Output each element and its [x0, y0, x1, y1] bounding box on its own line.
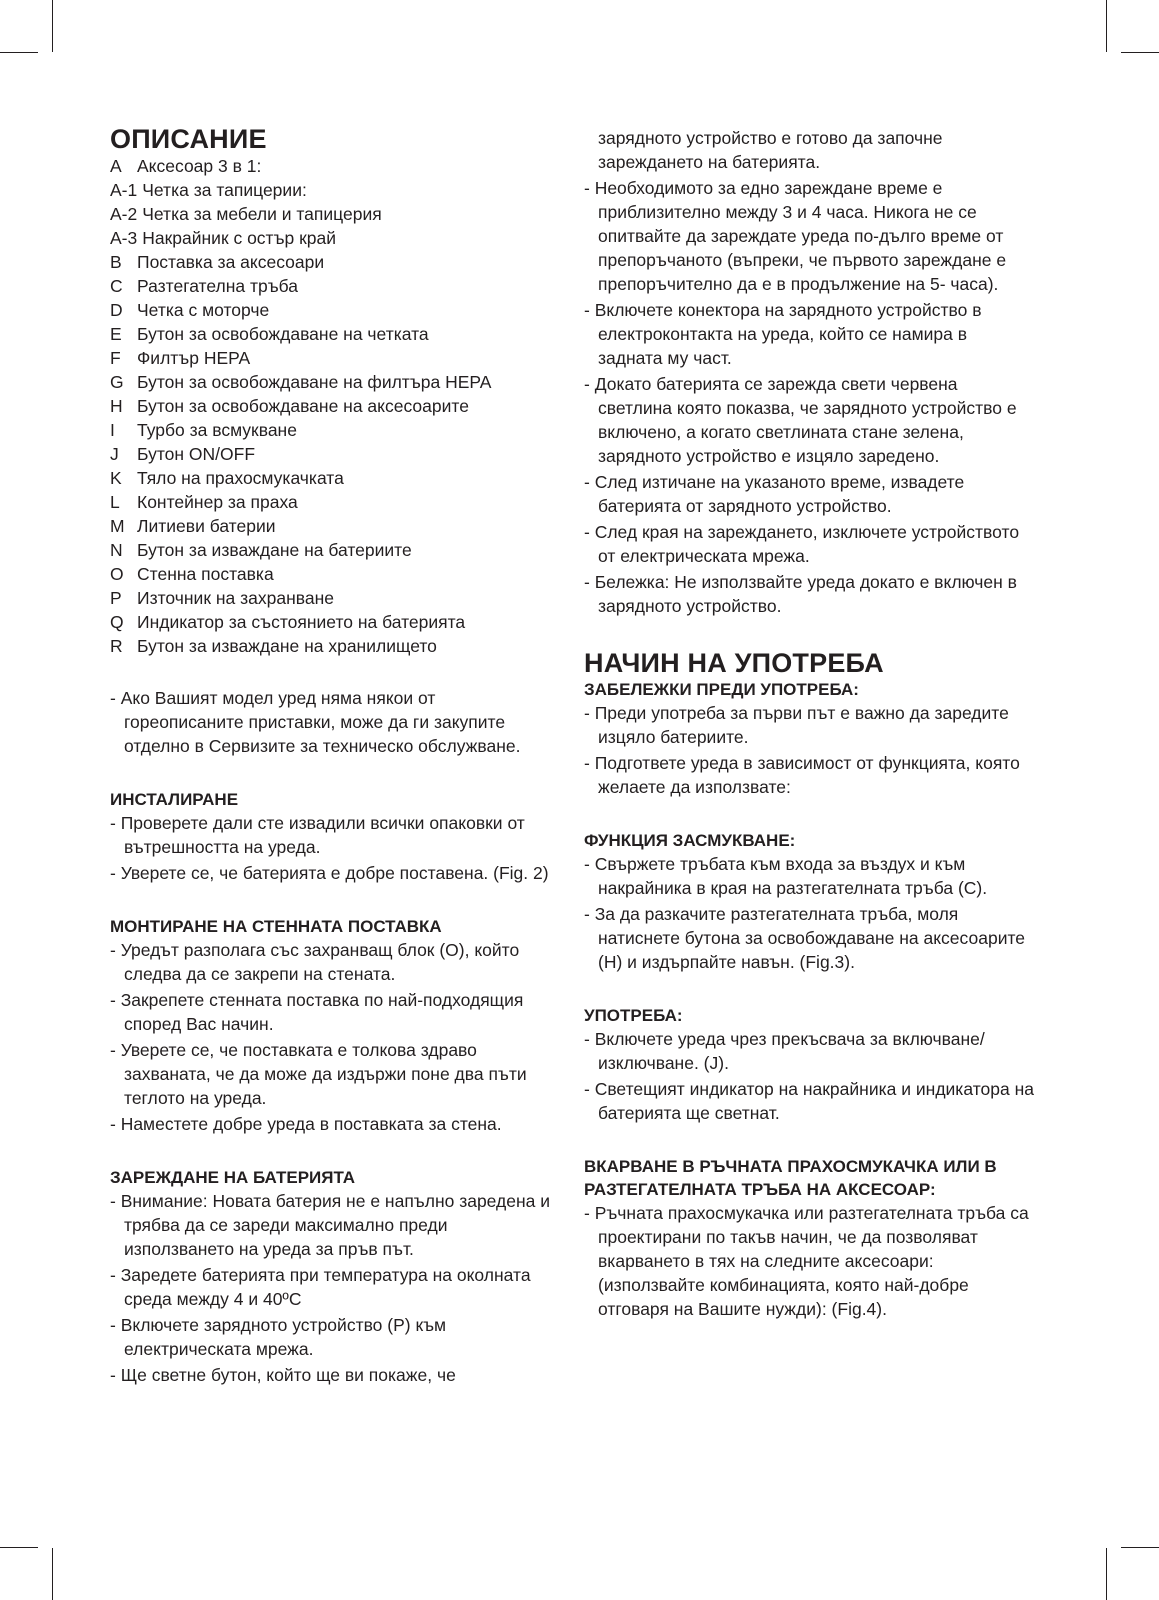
accessories-note: - Ако Вашият модел уред няма някои от гореописаните приставки, може да ги закупите отделно в Сервизите за техническо обслужване. [110, 688, 521, 756]
legend-key: K [110, 468, 122, 488]
suction-heading: ФУНКЦИЯ ЗАСМУКВАНЕ: [584, 831, 796, 850]
use-heading: УПОТРЕБА: [584, 1006, 683, 1025]
crop-mark-bottom-left [52, 1548, 53, 1600]
legend-text: Стенна поставка [137, 564, 274, 584]
description-heading: ОПИСАНИЕ [110, 124, 267, 154]
legend-item [110, 370, 550, 394]
charge-step: - След края на зареждането, изключете устройството от електрическата мрежа. [584, 522, 1020, 566]
legend-text: Разтегателна тръба [137, 276, 299, 296]
legend-item [110, 298, 550, 322]
mount-step: - Закрепете стенната поставка по най-подходящия според Вас начин. [110, 990, 524, 1034]
crop-mark-top-left-h [0, 52, 38, 53]
legend-item [110, 490, 550, 514]
legend-key: N [110, 540, 123, 560]
crop-mark-bottom-left-h [0, 1547, 38, 1548]
legend-key: H [110, 396, 123, 416]
legend-text: Четка за мебели и тапицерия [142, 204, 382, 224]
mount-heading: МОНТИРАНЕ НА СТЕННАТА ПОСТАВКА [110, 917, 442, 936]
legend-item [110, 466, 550, 490]
legend-key: A-2 [110, 204, 138, 224]
legend-text: Бутон за изваждане на батериите [137, 540, 412, 560]
legend-item [110, 514, 550, 538]
suction-step: - За да разкачите разтегателната тръба, моля натиснете бутона за освобождаване на аксесоарите (H) и издърпайте навън. (Fig.3). [584, 904, 1026, 972]
legend-text: Литиеви батерии [137, 516, 276, 536]
legend-text: Бутон за освобождаване на аксесоарите [137, 396, 469, 416]
mount-step: - Уредът разполага със захранващ блок (O), който следва да се закрепи на стената. [110, 940, 520, 984]
crop-mark-bottom-right-h [1121, 1547, 1159, 1548]
legend-item [110, 562, 550, 586]
legend-item [110, 346, 550, 370]
insert-step: - Ръчната прахосмукачка или разтегателната тръба са проектирани по такъв начин, че да позволяват вкарването в тях на следните аксесоари: (използвайте комбинацията, която най-добре отговаря на Вашите нужди): (Fig.4). [584, 1203, 1029, 1319]
legend-key: B [110, 252, 122, 272]
legend-text: Бутон ON/OFF [137, 444, 256, 464]
legend-item [110, 322, 550, 346]
legend-item [110, 154, 550, 178]
charge-step: - Внимание: Новата батерия не е напълно заредена и трябва да се зареди максимално преди използването на уреда за пръв път. [110, 1191, 551, 1259]
crop-mark-top-right [1106, 0, 1107, 52]
legend-key: E [110, 324, 122, 344]
legend-item [110, 634, 550, 658]
install-heading: ИНСТАЛИРАНЕ [110, 790, 239, 809]
install-step: - Уверете се, че батерията е добре поставена. (Fig. 2) [110, 863, 549, 883]
legend-key: G [110, 372, 124, 392]
legend-text: Бутон за освобождаване на филтъра HEPA [137, 372, 492, 392]
legend-key: F [110, 348, 121, 368]
legend-item [110, 418, 550, 442]
legend-key: Q [110, 612, 124, 632]
parts-legend [110, 154, 550, 658]
legend-key: D [110, 300, 123, 320]
legend-text: Филтър HEPA [137, 348, 251, 368]
notes-step: - Подгответе уреда в зависимост от функцията, която желаете да използвате: [584, 753, 1020, 797]
mount-step: - Уверете се, че поставката е толкова здраво захваната, че да може да издържи поне два пъти теглото на уреда. [110, 1040, 527, 1108]
charge-continuation: зарядното устройство е готово да започне зареждането на батерията. [598, 128, 943, 172]
charge-step: - Ще светне бутон, който ще ви покаже, че [110, 1365, 456, 1385]
right-column [584, 126, 1034, 1323]
legend-text: Поставка за аксесоари [137, 252, 325, 272]
legend-item [110, 394, 550, 418]
legend-text: Индикатор за състоянието на батерията [137, 612, 466, 632]
legend-text: Накрайник с остър край [142, 228, 336, 248]
legend-item [110, 226, 550, 250]
legend-item [110, 538, 550, 562]
legend-key: A [110, 156, 122, 176]
legend-item [110, 250, 550, 274]
legend-key: A-1 [110, 180, 138, 200]
legend-item [110, 610, 550, 634]
legend-text: Бутон за изваждане на хранилището [137, 636, 437, 656]
legend-text: Бутон за освобождаване на четката [137, 324, 429, 344]
legend-item [110, 178, 550, 202]
charge-step: - Включете конектора на зарядното устройство в електроконтакта на уреда, който се намира в задната му част. [584, 300, 982, 368]
legend-text: Контейнер за праха [137, 492, 298, 512]
legend-key: O [110, 564, 124, 584]
legend-item [110, 442, 550, 466]
crop-mark-bottom-right [1106, 1548, 1107, 1600]
crop-mark-top-left [52, 0, 53, 52]
mount-step: - Наместете добре уреда в поставката за стена. [110, 1114, 502, 1134]
legend-key: R [110, 636, 123, 656]
usage-heading: НАЧИН НА УПОТРЕБА [584, 648, 884, 678]
use-step: - Включете уреда чрез прекъсвача за включване/изключване. (J). [584, 1029, 985, 1073]
crop-mark-top-right-h [1121, 52, 1159, 53]
charge-step: - След изтичане на указаното време, извадете батерията от зарядното устройство. [584, 472, 965, 516]
legend-text: Турбо за всмукване [137, 420, 297, 440]
insert-heading: ВКАРВАНЕ В РЪЧНАТА ПРАХОСМУКАЧКА ИЛИ В РАЗТЕГАТЕЛНАТА ТРЪБА НА АКСЕСОАР: [584, 1157, 997, 1199]
use-step: - Светещият индикатор на накрайника и индикатора на батерията ще светнат. [584, 1079, 1034, 1123]
legend-text: Тяло на прахосмукачката [137, 468, 344, 488]
legend-key: I [110, 420, 115, 440]
legend-key: C [110, 276, 123, 296]
charge-step: - Включете зарядното устройство (P) към електрическата мрежа. [110, 1315, 447, 1359]
legend-key: L [110, 492, 120, 512]
charge-step: - Заредете батерията при температура на околната среда между 4 и 40ºC [110, 1265, 531, 1309]
charge-step: - Докато батерията се зарежда свети червена светлина която показва, че зарядното устройство е включено, а когато светлината стане зелена, зарядното устройство е изцяло заредено. [584, 374, 1017, 466]
legend-text: Аксесоар 3 в 1: [137, 156, 262, 176]
legend-item [110, 202, 550, 226]
legend-key: A-3 [110, 228, 138, 248]
install-step: - Проверете дали сте извадили всички опаковки от вътрешността на уреда. [110, 813, 525, 857]
notes-heading: ЗАБЕЛЕЖКИ ПРЕДИ УПОТРЕБА: [584, 680, 859, 699]
legend-text: Четка за тапицерии: [142, 180, 307, 200]
legend-item [110, 274, 550, 298]
charge-step: - Бележка: Не използвайте уреда докато е включен в зарядното устройство. [584, 572, 1017, 616]
notes-step: - Преди употреба за първи път е важно да заредите изцяло батериите. [584, 703, 1009, 747]
suction-step: - Свържете тръбата към входа за въздух и към накрайника в края на разтегателната тръба (C). [584, 854, 988, 898]
legend-key: M [110, 516, 125, 536]
legend-key: P [110, 588, 122, 608]
charge-heading: ЗАРЕЖДАНЕ НА БАТЕРИЯТА [110, 1168, 356, 1187]
legend-text: Четка с моторче [137, 300, 270, 320]
legend-item [110, 586, 550, 610]
left-column [110, 124, 550, 1389]
legend-key: J [110, 444, 119, 464]
charge-step: - Необходимото за едно зареждане време е приблизително между 3 и 4 часа. Никога не се опитвайте да зареждате уреда по-дълго време от препоръчаното (въпреки, че първото зареждане е препоръчително да е в продължение на 5- часа). [584, 178, 1007, 294]
legend-text: Източник на захранване [137, 588, 334, 608]
